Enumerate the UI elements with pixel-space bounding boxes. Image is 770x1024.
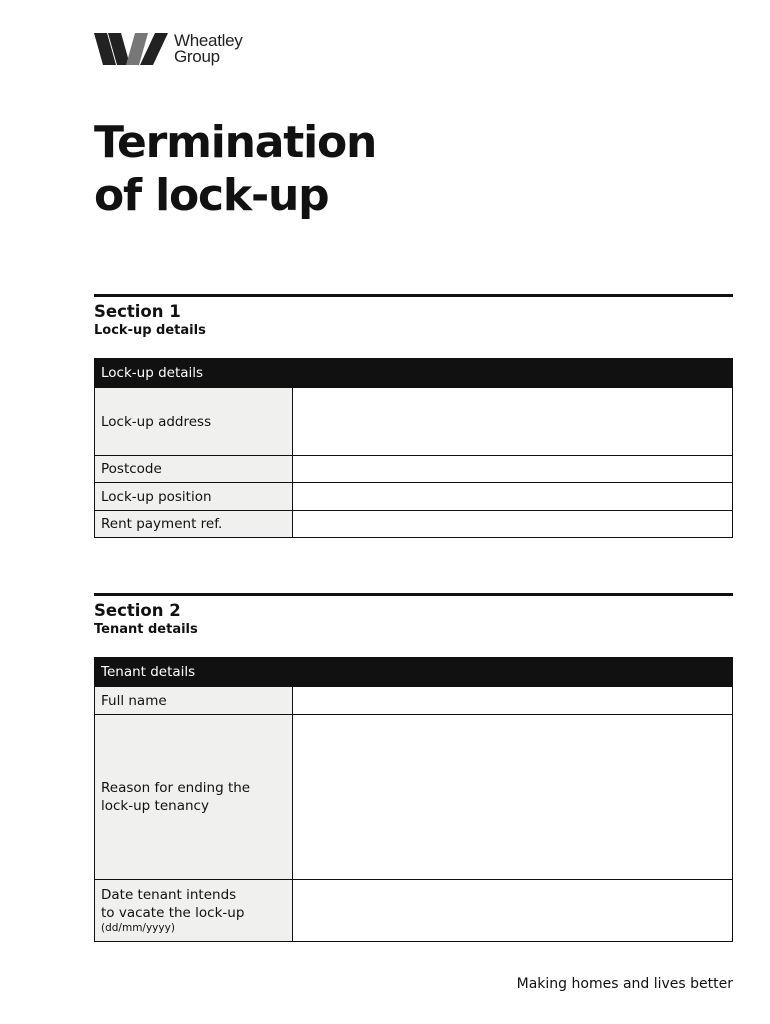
title-line1: Termination xyxy=(94,117,377,168)
reason-label xyxy=(95,715,293,879)
tenant-details-table-header: Tenant details xyxy=(95,658,732,686)
lockup-position-row xyxy=(95,482,732,510)
rent-payment-ref-row xyxy=(95,510,732,537)
wheatley-w-logo-icon xyxy=(94,33,168,65)
reason-label-line2: lock-up tenancy xyxy=(101,798,209,814)
vacate-date-label-line1: Date tenant intends xyxy=(101,887,237,903)
postcode-label: Postcode xyxy=(95,456,293,482)
rent-payment-ref-label: Rent payment ref. xyxy=(95,511,293,537)
lockup-address-label: Lock-up address xyxy=(95,388,293,455)
lockup-address-field[interactable] xyxy=(293,388,732,455)
title-line2: of lock-up xyxy=(94,170,329,221)
lockup-position-label: Lock-up position xyxy=(95,483,293,510)
lockup-address-row xyxy=(95,387,732,455)
vacate-date-row xyxy=(95,879,732,941)
section-1-subtitle: Lock-up details xyxy=(94,323,206,338)
full-name-label: Full name xyxy=(95,687,293,714)
section-1-heading xyxy=(94,294,733,339)
section-1-number: Section 1 xyxy=(94,302,181,321)
vacate-date-label xyxy=(95,880,293,941)
page-title xyxy=(94,116,376,222)
brand-name xyxy=(174,33,242,65)
brand-line1: Wheatley xyxy=(174,31,243,50)
reason-row xyxy=(95,714,732,879)
postcode-field[interactable] xyxy=(293,456,732,482)
postcode-row xyxy=(95,455,732,482)
footer-tagline: Making homes and lives better xyxy=(516,976,733,992)
full-name-field[interactable] xyxy=(293,687,732,714)
brand-line2: Group xyxy=(174,47,220,66)
vacate-date-label-line2: to vacate the lock-up xyxy=(101,905,245,921)
lockup-details-table-header: Lock-up details xyxy=(95,359,732,387)
reason-label-line1: Reason for ending the xyxy=(101,780,251,796)
section-2-number: Section 2 xyxy=(94,601,181,620)
tenant-details-table xyxy=(94,657,733,942)
full-name-row xyxy=(95,686,732,714)
rent-payment-ref-field[interactable] xyxy=(293,511,732,537)
reason-field[interactable] xyxy=(293,715,732,879)
vacate-date-field[interactable] xyxy=(293,880,732,941)
lockup-position-field[interactable] xyxy=(293,483,732,510)
brand-logo xyxy=(94,33,242,65)
lockup-details-table xyxy=(94,358,733,538)
vacate-date-format-note: (dd/mm/yyyy) xyxy=(101,922,175,934)
section-2-heading xyxy=(94,593,733,638)
section-2-subtitle: Tenant details xyxy=(94,622,198,637)
